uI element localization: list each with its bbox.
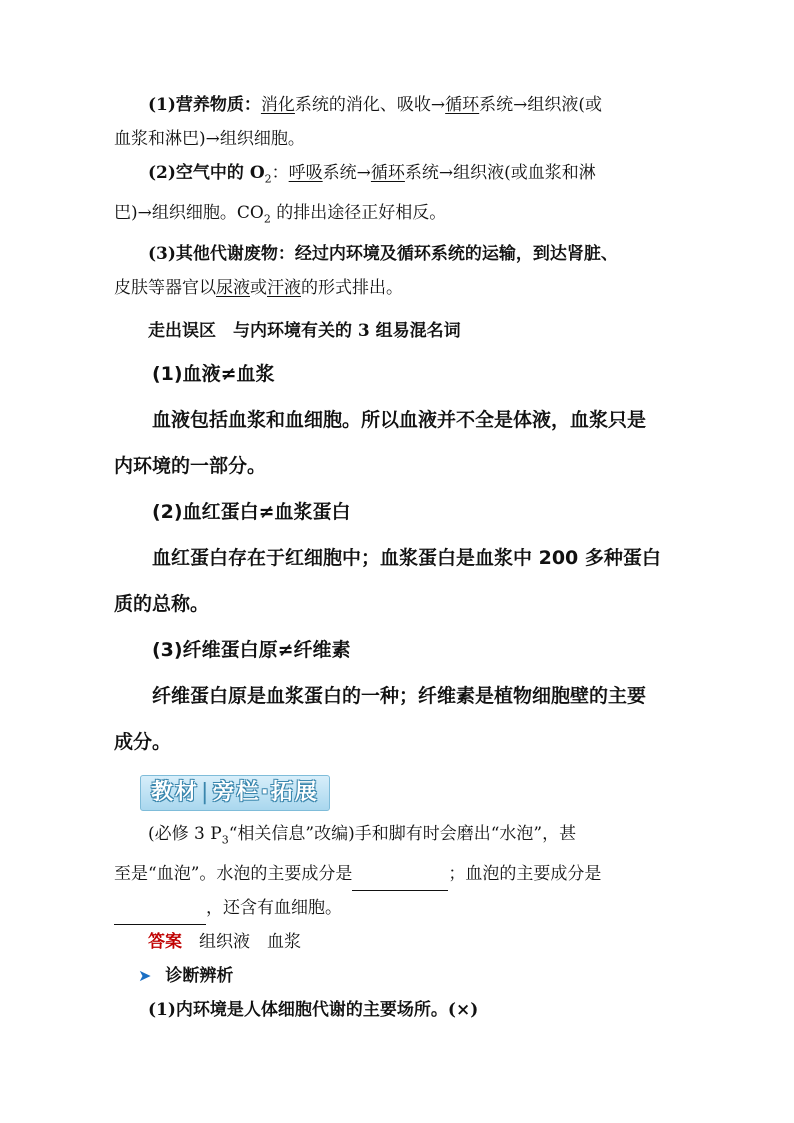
misconception-text: 纤维蛋白原是血浆蛋白的一种；纤维素是植物细胞壁的主要 [152,684,647,707]
key-term: 尿液 [216,277,250,298]
misconception-text: 血液包括血浆和血细胞。所以血液并不全是体液，血浆只是 [152,408,647,431]
diagnosis-item: (1)内环境是人体细胞代谢的主要场所。(×) [148,1000,479,1021]
pathway-nutrients-cont: 血浆和淋巴)→组织细胞。 [114,129,305,149]
pathway-oxygen: (2)空气中的 $O_2$：呼吸系统→循环系统→组织液(或血浆和淋 [148,163,596,186]
answer-line [114,925,684,959]
pathway-nutrients: (1)营养物质：消化系统的消化、吸收→循环系统→组织液(或 [148,95,603,115]
pathway-oxygen-cont: 巴)→组织细胞。$CO_2$ 的排出途径正好相反。 [114,203,447,226]
misconception-heading: (1)血液≠血浆 [152,362,275,385]
section-banner: 教材|旁栏·拓展 [140,775,330,811]
document-page [114,88,684,1027]
answer-text: 组织液 血浆 [182,932,301,953]
misconception-text: 成分。 [114,730,172,753]
answer-blank [352,870,448,891]
diagnosis-title: ➤ 诊断辨析 [114,959,684,993]
misconception-title: 走出误区 与内环境有关的 3 组易混名词 [148,320,461,341]
misconception-heading: (2)血红蛋白≠血浆蛋白 [152,500,351,523]
question-text-cont: ，还含有血细胞。 [114,891,684,925]
misconception-text: 血红蛋白存在于红细胞中；血浆蛋白是血浆中 200 多种蛋白 [152,546,661,569]
pathway-label: (1)营养物质： [148,95,261,115]
key-term: 呼吸 [288,163,323,183]
answer-blank [114,904,206,925]
misconception-text: 内环境的一部分。 [114,454,267,477]
key-term: 汗液 [267,277,301,298]
key-term: 消化 [260,95,295,115]
key-term: 循环 [445,95,480,115]
pathway-waste: (3)其他代谢废物：经过内环境及循环系统的运输，到达肾脏、 [148,243,618,264]
answer-label: 答案 [148,932,182,953]
key-term: 循环 [370,163,405,183]
misconception-heading: (3)纤维蛋白原≠纤维素 [152,638,351,661]
misconception-text: 质的总称。 [114,592,210,615]
question-text: (必修 3 $P_3“$相关信息”改编)手和脚有时会磨出“水泡”，甚 [148,823,577,847]
arrow-right-icon: ➤ [138,966,152,986]
pathway-waste-cont: 皮肤等器官以尿液或汗液的形式排出。 [114,277,403,298]
question-text-cont: 至是“血泡”。水泡的主要成分是 ；血泡的主要成分是 [114,857,684,891]
